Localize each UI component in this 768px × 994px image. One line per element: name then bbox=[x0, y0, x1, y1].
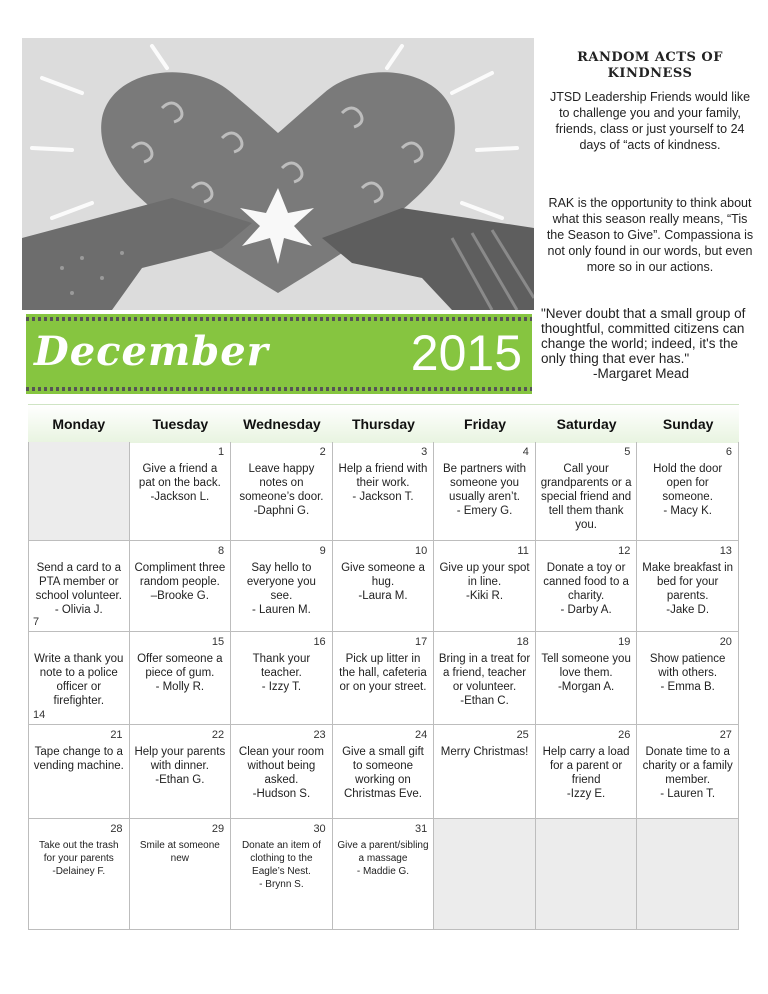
day-number: 7 bbox=[33, 616, 40, 628]
calendar-day-cell bbox=[434, 632, 536, 724]
calendar-day-cell bbox=[231, 725, 333, 818]
day-number: 20 bbox=[719, 636, 732, 648]
quote-block bbox=[541, 306, 761, 381]
calendar-day-cell bbox=[536, 632, 638, 724]
calendar-day-cell bbox=[130, 632, 232, 724]
day-name-friday: Friday bbox=[464, 416, 507, 432]
calendar-day-cell bbox=[28, 632, 130, 724]
kindness-activity: Leave happy notes on someone’s door. -Daphni G. bbox=[239, 463, 324, 517]
calendar-day-cell bbox=[637, 442, 739, 540]
calendar-day-cell bbox=[637, 725, 739, 818]
kindness-activity: Donate an item of clothing to the Eagle’s Nest. - Brynn S. bbox=[241, 840, 321, 890]
kindness-activity: Offer someone a piece of gum. - Molly R. bbox=[137, 653, 223, 693]
kindness-activity: Take out the trash for your parents -Delainey F. bbox=[39, 840, 119, 877]
stitch-bottom bbox=[26, 387, 532, 391]
calendar-day-cell bbox=[333, 819, 435, 929]
day-number: 28 bbox=[110, 823, 123, 835]
kindness-activity: Give someone a hug. -Laura M. bbox=[341, 562, 425, 602]
day-number: 31 bbox=[415, 823, 428, 835]
calendar-day-cell bbox=[231, 819, 333, 929]
day-number: 29 bbox=[211, 823, 225, 835]
kindness-activity: Help carry a load for a parent or friend -Izzy E. bbox=[542, 746, 630, 800]
day-number: 2 bbox=[319, 446, 326, 458]
calendar-day-cell bbox=[637, 819, 739, 929]
calendar-grid bbox=[28, 442, 739, 930]
calendar-day-cell bbox=[231, 442, 333, 540]
kindness-activity: Smile at someone new bbox=[139, 840, 220, 864]
rak-meaning-paragraph: RAK is the opportunity to think about what this season really means, “Tis the Season to Give”. Compassiona is not only found in our words, but even more so in our actions. bbox=[546, 196, 754, 274]
kindness-activity: Make breakfast in bed for your parents. -Jake D. bbox=[642, 562, 734, 616]
day-number: 17 bbox=[415, 636, 428, 648]
kindness-activity: Hold the door open for someone. - Macy K. bbox=[653, 463, 723, 517]
calendar-day-cell bbox=[28, 725, 130, 818]
month-title: December bbox=[34, 328, 269, 375]
kindness-activity: Give a friend a pat on the back. -Jackson L. bbox=[138, 463, 221, 503]
kindness-activity: Help your parents with dinner. -Ethan G. bbox=[134, 746, 226, 786]
kindness-activity: Tape change to a vending machine. bbox=[33, 746, 124, 772]
kindness-activity: Bring in a treat for a friend, teacher or volunteer. -Ethan C. bbox=[438, 653, 531, 707]
calendar-week bbox=[28, 725, 739, 819]
day-number: 30 bbox=[313, 823, 326, 835]
calendar-day-cell bbox=[333, 725, 435, 818]
month-banner bbox=[26, 314, 532, 394]
calendar-day-cell bbox=[333, 442, 435, 540]
day-number: 25 bbox=[516, 729, 529, 741]
calendar bbox=[28, 404, 739, 925]
calendar-day-cell bbox=[333, 541, 435, 631]
kindness-activity: Clean your room without being asked. -Hudson S. bbox=[238, 746, 324, 800]
kindness-activity: Thank your teacher. - Izzy T. bbox=[252, 653, 311, 693]
heart-hands-illustration bbox=[22, 38, 534, 310]
day-number: 27 bbox=[719, 729, 732, 741]
calendar-day-cell bbox=[637, 632, 739, 724]
calendar-week bbox=[28, 541, 739, 632]
day-name-wednesday: Wednesday bbox=[243, 416, 321, 432]
kindness-activity: Show patience with others. - Emma B. bbox=[649, 653, 726, 693]
calendar-day-cell bbox=[231, 632, 333, 724]
quote-author: -Margaret Mead bbox=[593, 366, 690, 381]
calendar-day-cell bbox=[434, 541, 536, 631]
day-number: 3 bbox=[421, 446, 428, 458]
stitch-top bbox=[26, 317, 532, 321]
day-number: 23 bbox=[313, 729, 326, 741]
day-name-sunday: Sunday bbox=[662, 416, 714, 432]
day-name-saturday: Saturday bbox=[556, 416, 617, 432]
day-number: 24 bbox=[415, 729, 428, 741]
calendar-day-cell bbox=[434, 442, 536, 540]
day-number: 1 bbox=[218, 446, 225, 458]
day-number: 11 bbox=[517, 545, 529, 557]
calendar-day-cell bbox=[231, 541, 333, 631]
calendar-day-cell bbox=[130, 442, 232, 540]
calendar-day-cell bbox=[637, 541, 739, 631]
day-name-monday: Monday bbox=[52, 416, 106, 432]
calendar-day-cell bbox=[536, 725, 638, 818]
kindness-activity: Send a card to a PTA member or school volunteer. - Olivia J. bbox=[35, 562, 122, 616]
kindness-activity: Call your grandparents or a special friend and tell them thank you. bbox=[540, 463, 632, 531]
day-number: 5 bbox=[624, 446, 631, 458]
day-number: 21 bbox=[110, 729, 123, 741]
kindness-activity: Tell someone you love them. -Morgan A. bbox=[541, 653, 631, 693]
kindness-activity: Compliment three random people. –Brooke G. bbox=[134, 562, 226, 602]
kindness-activity: Pick up litter in the hall, cafeteria or on your street. bbox=[339, 653, 427, 693]
rak-intro-paragraph: JTSD Leadership Friends would like to challenge you and your family, friends, class or just yourself to 24 days of “acts of kindness. bbox=[549, 90, 751, 152]
calendar-day-cell bbox=[536, 819, 638, 929]
day-number: 16 bbox=[313, 636, 326, 648]
day-name-thursday: Thursday bbox=[351, 416, 415, 432]
kindness-activity: Donate a toy or canned food to a charity. - Darby A. bbox=[543, 562, 629, 616]
day-number: 19 bbox=[618, 636, 631, 648]
quote-text: "Never doubt that a small group of thoughtful, committed citizens can change the world; indeed, it's the only thing that ever has." bbox=[541, 306, 746, 366]
kindness-activity: Donate time to a charity or a family member. - Lauren T. bbox=[642, 746, 733, 800]
day-name-tuesday: Tuesday bbox=[152, 416, 209, 432]
calendar-week bbox=[28, 632, 739, 725]
calendar-day-cell bbox=[130, 541, 232, 631]
calendar-day-cell bbox=[28, 819, 130, 929]
heart-illustration-svg bbox=[22, 38, 534, 310]
kindness-activity: Merry Christmas! bbox=[440, 746, 529, 758]
day-number: 10 bbox=[415, 545, 428, 557]
kindness-activity: Say hello to everyone you see. - Lauren M. bbox=[246, 562, 316, 616]
kindness-activity: Write a thank you note to a police officer or firefighter. bbox=[34, 653, 124, 707]
kindness-activity: Give a parent/sibling a massage - Maddie G. bbox=[337, 840, 429, 877]
calendar-day-cell bbox=[536, 442, 638, 540]
kindness-activity: Give up your spot in line. -Kiki R. bbox=[439, 562, 530, 602]
calendar-week bbox=[28, 819, 739, 930]
day-number: 8 bbox=[218, 545, 225, 557]
calendar-header bbox=[28, 404, 739, 443]
kindness-activity: Give a small gift to someone working on Christmas Eve. bbox=[342, 746, 424, 800]
day-number: 14 bbox=[33, 709, 46, 721]
calendar-day-cell bbox=[434, 819, 536, 929]
kindness-activity: Help a friend with their work. - Jackson T. bbox=[338, 463, 428, 503]
rak-title: RANDOM ACTS OF KINDNESS bbox=[577, 50, 723, 81]
day-number: 13 bbox=[719, 545, 732, 557]
day-number: 12 bbox=[618, 545, 631, 557]
calendar-day-cell bbox=[130, 725, 232, 818]
kindness-activity: Be partners with someone you usually aren’t. - Emery G. bbox=[442, 463, 527, 517]
day-number: 18 bbox=[516, 636, 529, 648]
calendar-day-cell bbox=[28, 442, 130, 540]
calendar-week bbox=[28, 442, 739, 541]
calendar-day-cell bbox=[434, 725, 536, 818]
day-number: 22 bbox=[211, 729, 225, 741]
day-number: 26 bbox=[618, 729, 631, 741]
day-number: 9 bbox=[319, 545, 326, 557]
calendar-day-cell bbox=[333, 632, 435, 724]
calendar-day-cell bbox=[130, 819, 232, 929]
calendar-day-cell bbox=[536, 541, 638, 631]
day-number: 4 bbox=[522, 446, 529, 458]
calendar-day-cell bbox=[28, 541, 130, 631]
day-number: 15 bbox=[211, 636, 225, 648]
day-number: 6 bbox=[725, 446, 732, 458]
year-title: 2015 bbox=[410, 325, 522, 381]
